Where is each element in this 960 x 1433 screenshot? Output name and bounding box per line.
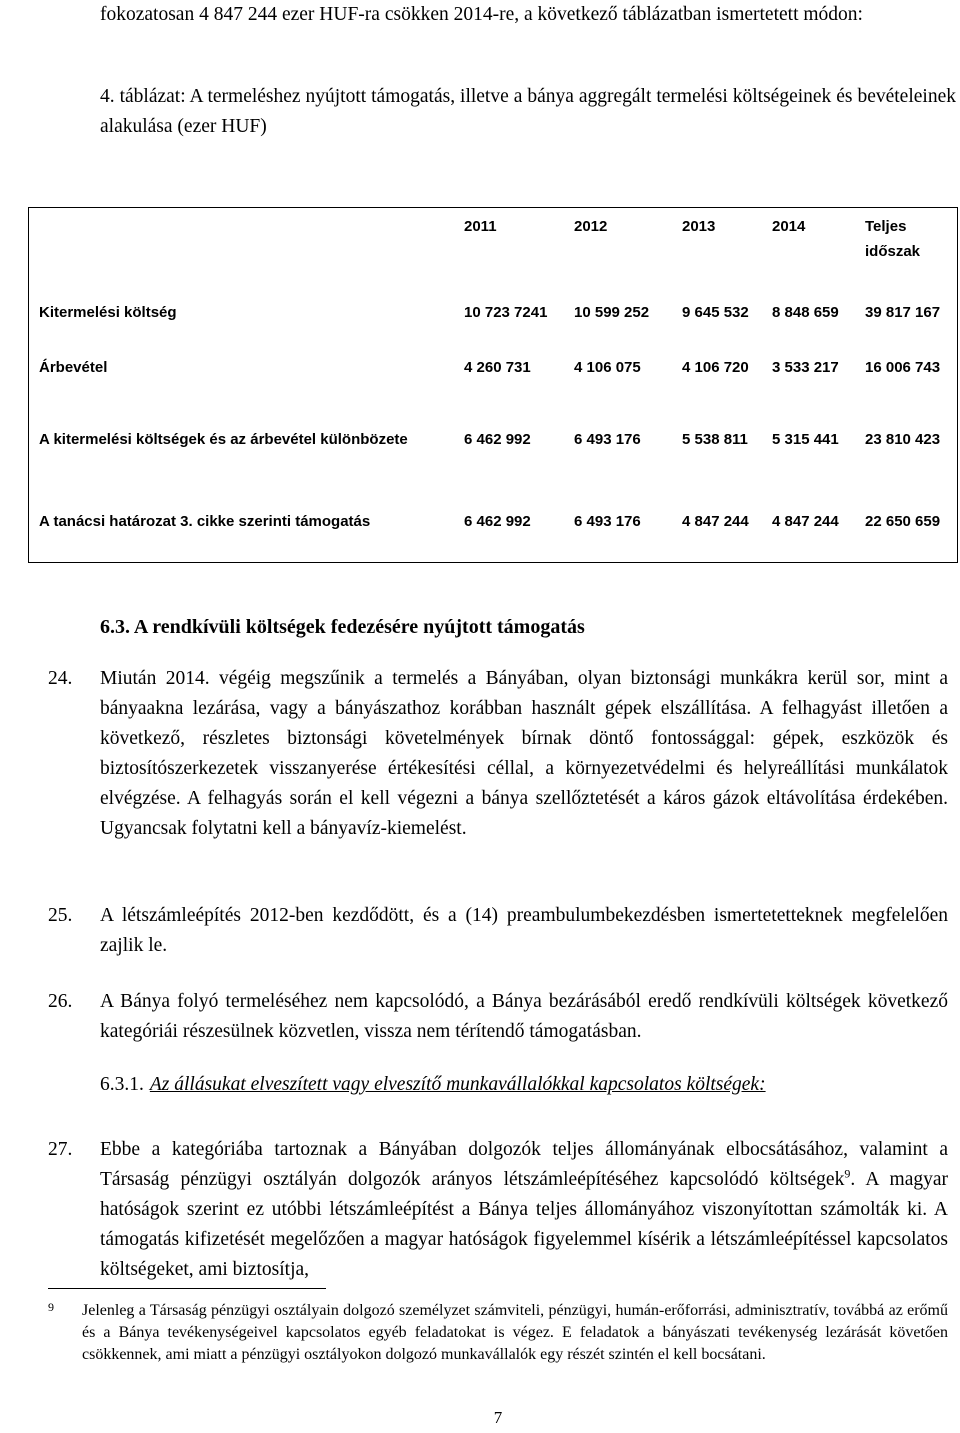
table-cell: 5 315 441 [772,431,839,448]
footnote-ref[interactable]: 9 [844,1166,851,1181]
paragraph-number: 27. [48,1139,73,1160]
subsection-title: Az állásukat elveszített vagy elveszítő munkavállalókkal kapcsolatos költségek: [149,1074,766,1095]
paragraph-text: A Bánya folyó termeléséhez nem kapcsolódó, a Bánya bezárásából eredő rendkívüli költségek következő kategóriái részesülnek közvetlen, vissza nem térítendő támogatásban. [100,991,948,1042]
table-caption: 4. táblázat: A termeléshez nyújtott támogatás, illetve a bánya aggregált termelési költségeinek és bevételeinek alakulása (ezer HUF) [100,86,956,137]
footnote-text: Jelenleg a Társaság pénzügyi osztályain dolgozó személyzet számviteli, pénzügyi, humán-erőforrási, adminisztratív, továbbá az erőmű és a Bánya tevékenységeivel kapcsolatos egyéb feladatokat is végez. E feladatok a bányászati tevékenység lezárását követően csökkennek, ami miatt a pénzügyi osztályokon dolgozó munkavállalók egy részét szintén el kell bocsátani. [82,1302,948,1363]
paragraph-text [100,1135,948,1285]
table-row [29,509,957,562]
table-row [29,300,957,355]
intro-text: fokozatosan 4 847 244 ezer HUF-ra csökken 2014-re, a következő táblázatban ismertetett módon: [100,4,863,25]
table-cell: 5 538 811 [682,431,748,448]
table-cell: 10 599 252 [574,304,650,321]
table-cell: 8 848 659 [772,304,839,321]
table-header-cell: 2013 [682,218,716,235]
paragraph-text: Miután 2014. végéig megszűnik a termelés a Bányában, olyan biztonsági munkákra kerül sor, mint a bányaakna lezárása, vagy a bányászathoz korábban használt gépek elszállítása. A felhagyást illetően a következő, részletes biztonsági követelmények bírnak döntő fontossággal: gépek, eszközök és biztosítószerkezetek visszanyerése értékesítési céllal, a környezetvédelmi és helyreállítási munkálatok elvégzése. A felhagyás során el kell végezni a bánya szellőztetését a káros gázok eltávolítása érdekében. Ugyancsak folytatni kell a bányavíz-kiemelést. [100,668,948,839]
table-cell: 4 106 720 [682,359,749,376]
paragraph-26 [48,987,948,1047]
table-header-empty [29,208,454,300]
table-cell: 22 650 659 [865,513,941,530]
table-row [29,355,957,427]
table-cell: 4 260 731 [464,359,531,376]
table-header-cell: Teljes időszak [865,218,921,260]
table-cell: 4 847 244 [772,513,839,530]
paragraph-text: A létszámleépítés 2012-ben kezdődött, és a (14) preambulumbekezdésben ismertetetteknek megfelelően zajlik le. [100,905,948,956]
table-cell: 6 493 176 [574,513,641,530]
table-cell: 6 462 992 [464,513,531,530]
table-cell: 3 533 217 [772,359,839,376]
paragraph-number: 25. [48,905,73,926]
table-cell: 23 810 423 [865,431,941,448]
footnote-number: 9 [48,1300,54,1314]
subsection-number: 6.3.1. [100,1074,144,1095]
table-cell: 6 462 992 [464,431,531,448]
paragraph-24 [48,664,948,844]
table-cell: 4 847 244 [682,513,749,530]
table-header-row [29,208,957,300]
footnote-divider [48,1288,326,1289]
table-header-cell: 2011 [464,218,497,235]
subsection-heading [100,1070,766,1100]
page-number: 7 [493,1408,503,1427]
table-cell: 10 723 7241 [464,304,548,321]
table-cell: 39 817 167 [865,304,941,321]
table-cell: 6 493 176 [574,431,641,448]
row-label: Árbevétel [39,359,108,376]
paragraph-text-part: Ebbe a kategóriába tartoznak a Bányában dolgozók teljes állományának elbocsátásához, valamint a Társaság pénzügyi osztályán dolgozók arányos létszámleépítéséhez kapcsolódó költségek [100,1139,948,1190]
row-label: A kitermelési költségek és az árbevétel különbözete [39,431,408,448]
paragraph-27 [48,1135,948,1285]
footnote [48,1300,948,1366]
table-header-cell: 2014 [772,218,806,235]
paragraph-number: 24. [48,668,73,689]
paragraph-text-part: . A magyar hatóságok szerint ez utóbbi létszámleépítést a Bánya teljes állományához viszonyítottan számolták ki. A támogatás kifizetését megelőzően a magyar hatóságok figyelemmel kísérik a létszámleépítéssel kapcsolatos költségeket, ami biztosítja, [100,1169,948,1280]
table-cell: 9 645 532 [682,304,749,321]
paragraph-number: 26. [48,991,73,1012]
table-header-cell: 2012 [574,218,608,235]
support-table [28,207,958,563]
row-label: Kitermelési költség [39,304,177,321]
section-heading: 6.3. A rendkívüli költségek fedezésére nyújtott támogatás [100,616,585,638]
row-label: A tanácsi határozat 3. cikke szerinti támogatás [39,513,371,530]
table-cell: 16 006 743 [865,359,941,376]
table-row [29,427,957,509]
table-cell: 4 106 075 [574,359,641,376]
paragraph-25 [48,901,948,961]
